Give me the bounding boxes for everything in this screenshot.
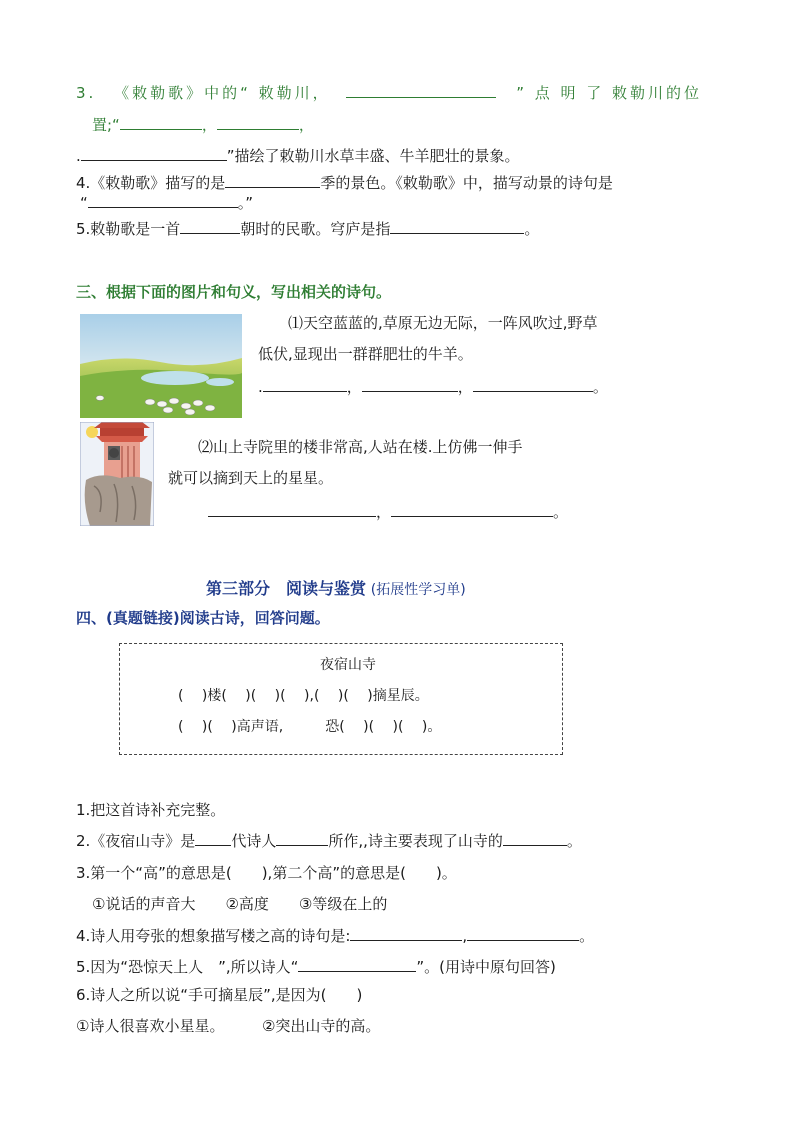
- s4-q3: 3.第一个“高”的意思是( ),第二个高”的意思是( )。: [76, 864, 457, 882]
- part3-title-row: [206, 576, 466, 599]
- s4-q2-line: [76, 830, 582, 851]
- q3-blank4[interactable]: [81, 146, 227, 161]
- q3-line2-prefix: 置;“: [92, 116, 120, 134]
- q3-line3-prefix: .: [76, 147, 81, 165]
- s4-q5-blank1[interactable]: [298, 957, 416, 972]
- q4-blank2[interactable]: [88, 193, 238, 208]
- s4-q1: 1.把这首诗补充完整。: [76, 801, 226, 819]
- item2-blank2[interactable]: [391, 502, 553, 517]
- s4-q4-line: [76, 925, 594, 946]
- s4-q2-text4: 。: [566, 832, 582, 850]
- s4-q4-blank2[interactable]: [467, 926, 579, 941]
- s4-q2-text1: 2.《夜宿山寺》是: [76, 832, 196, 850]
- item1-prefix: .: [258, 378, 263, 396]
- s4-q2-blank2[interactable]: [276, 831, 328, 846]
- poem-line1: ( )楼( )( )( ),( )( )摘星辰。: [178, 688, 429, 704]
- q3-text1: 《敕勒歌》中的“ 敕勒川，: [114, 84, 331, 102]
- q3-blank1[interactable]: [346, 83, 496, 98]
- item2-line1: ⑵山上寺院里的楼非常高,人站在楼.上仿佛一伸手: [198, 438, 523, 456]
- item1-end: 。: [592, 378, 608, 396]
- q3-blank2[interactable]: [120, 115, 202, 130]
- s4-q3-options: ①说话的声音大 ②高度 ③等级在上的: [92, 895, 388, 913]
- q4-text2: 季的景色。《敕勒歌》中，描写动景的诗句是: [320, 174, 613, 192]
- item2-comma1: ，: [376, 503, 392, 521]
- q4-blank1[interactable]: [225, 173, 320, 188]
- grassland-picture: [80, 314, 242, 418]
- q4-line2-prefix: “: [80, 194, 88, 212]
- part3-title: 第三部分 阅读与鉴赏: [206, 579, 367, 598]
- q3-text2: ” 点 明 了 敕勒川的位: [516, 84, 703, 102]
- s4-q6-options: ①诗人很喜欢小星星。 ②突出山寺的高。: [76, 1017, 381, 1035]
- poem-line2: ( )( )高声语, 恐( )( )( )。: [178, 719, 442, 735]
- s4-q4-text1: 4.诗人用夸张的想象描写楼之高的诗句是:: [76, 927, 351, 945]
- item2-blank1[interactable]: [208, 502, 376, 517]
- item2-end: 。: [553, 503, 569, 521]
- q3-comma2: ，: [298, 116, 314, 134]
- q4-line2-suffix: 。”: [237, 194, 254, 212]
- s4-q2-blank1[interactable]: [195, 831, 231, 846]
- temple-picture: [80, 422, 154, 526]
- poem-box: [119, 643, 563, 755]
- s4-q4-comma: ,: [462, 927, 468, 945]
- q5-text3: 。: [524, 220, 540, 238]
- q3-line3-suffix: ”描绘了敕勒川水草丰盛、牛羊肥壮的景象。: [226, 147, 520, 165]
- q4-text1: 4.《敕勒歌》描写的是: [76, 174, 226, 192]
- q3-num: 3.: [76, 84, 97, 102]
- s4-q5-line: [76, 956, 556, 977]
- s4-q5-text1: 5.因为“恐惊天上人 ”,所以诗人“: [76, 958, 299, 976]
- poem-title: 夜宿山寺: [320, 657, 376, 673]
- part3-subtitle: (拓展性学习单): [370, 582, 466, 598]
- q5-blank2[interactable]: [390, 219, 524, 234]
- s4-q4-end: 。: [579, 927, 595, 945]
- item1-line1: ⑴天空蓝蓝的,草原无边无际，一阵风吹过,野草: [288, 314, 598, 332]
- item1-answer-line: [258, 376, 608, 397]
- s4-q6: 6.诗人之所以说“手可摘星辰”,是因为( ): [76, 986, 363, 1004]
- section4-heading: 四、(真题链接)阅读古诗，回答问题。: [76, 609, 330, 627]
- q4-line2: [80, 192, 253, 213]
- q3-line2: [92, 114, 314, 135]
- q4-line1: [76, 172, 613, 193]
- item1-comma2: ，: [457, 378, 473, 396]
- item1-blank2[interactable]: [362, 377, 458, 392]
- item1-blank1[interactable]: [263, 377, 347, 392]
- section3-heading: 三、根据下面的图片和句义，写出相关的诗句。: [76, 283, 392, 301]
- q3-comma1: ，: [201, 116, 217, 134]
- s4-q5-text2: ”。(用诗中原句回答): [416, 958, 556, 976]
- item1-blank3[interactable]: [473, 377, 593, 392]
- s4-q2-text2: 代诗人: [231, 832, 277, 850]
- item1-comma1: ，: [346, 378, 362, 396]
- q5-blank1[interactable]: [180, 219, 240, 234]
- s4-q2-blank3[interactable]: [503, 831, 567, 846]
- q3-line3: [76, 145, 520, 166]
- item2-line2: 就可以摘到天上的星星。: [168, 469, 334, 487]
- item1-line2: 低伏,显现出一群群肥壮的牛羊。: [258, 345, 473, 363]
- q5-text2: 朝时的民歌。穹庐是指: [240, 220, 391, 238]
- s4-q2-text3: 所作,,诗主要表现了山寺的: [328, 832, 503, 850]
- q5-text1: 5.敕勒歌是一首: [76, 220, 181, 238]
- q5-line: [76, 218, 539, 239]
- q3-line1: [76, 82, 702, 103]
- s4-q4-blank1[interactable]: [350, 926, 462, 941]
- q3-blank3[interactable]: [217, 115, 299, 130]
- item2-answer-line: [208, 501, 568, 522]
